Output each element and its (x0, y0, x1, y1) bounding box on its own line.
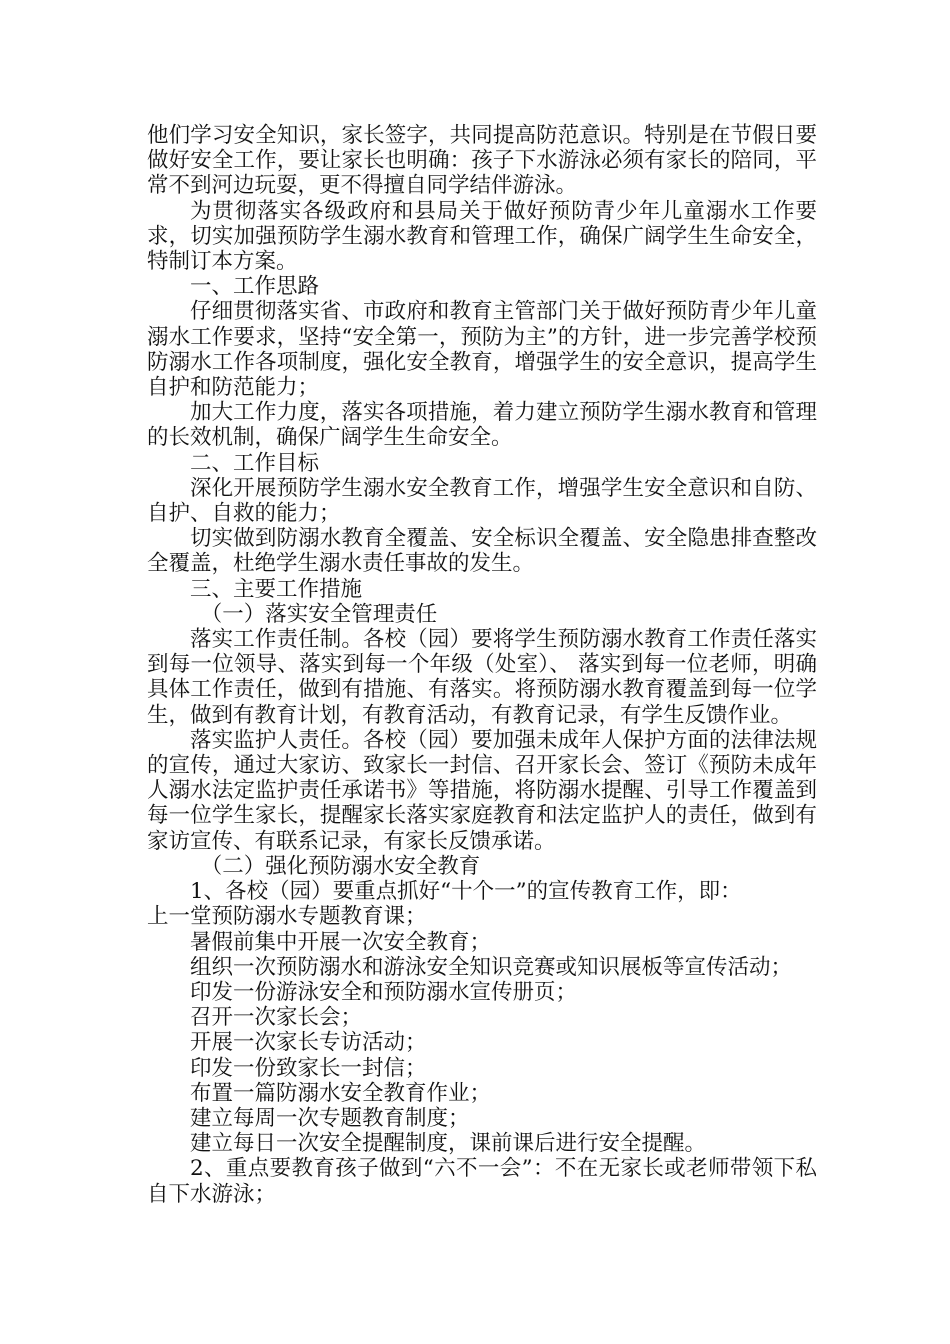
paragraph-continuation: 他们学习安全知识，家长签字，共同提高防范意识。特别是在节假日要做好安全工作，要让家长也明确：孩子下水游泳必须有家长的陪同，平常不到河边玩耍，更不得擅自同学结伴游泳。 (147, 123, 817, 199)
list-item-ten-ones-7: 印发一份致家长一封信； (190, 1055, 427, 1081)
paragraph-ten-ones-intro: 1、各校（园）要重点抓好“十个一”的宣传教育工作，即： (190, 879, 742, 905)
subsection-heading-responsibility: （一）落实安全管理责任 (200, 601, 438, 627)
list-item-ten-ones-5: 召开一次家长会； (190, 1005, 363, 1031)
list-item-ten-ones-8: 布置一篇防溺水安全教育作业； (190, 1080, 492, 1106)
paragraph-six-nos-one-must: 2、重点要教育孩子做到“六不一会”：不在无家长或老师带领下私自下水游泳； (147, 1156, 817, 1207)
list-item-ten-ones-4: 印发一份游泳安全和预防溺水宣传册页； (190, 979, 578, 1005)
list-item-ten-ones-3: 组织一次预防溺水和游泳安全知识竞赛或知识展板等宣传活动； (190, 954, 793, 980)
paragraph-purpose: 为贯彻落实各级政府和县局关于做好预防青少年儿童溺水工作要求，切实加强预防学生溺水教育和管理工作，确保广阔学生生命安全，特制订本方案。 (147, 198, 817, 275)
list-item-ten-ones-1: 上一堂预防溺水专题教育课； (147, 904, 427, 930)
paragraph-approach-1: 仔细贯彻落实省、市政府和教育主管部门关于做好预防青少年儿童溺水工作要求，坚持“安全第一，预防为主”的方针，进一步完善学校预防溺水工作各项制度，强化安全教育，增强学生的安全意识，提高学生自护和防范能力； (147, 299, 817, 401)
section-heading-work-goals: 二、工作目标 (190, 450, 320, 476)
paragraph-responsibility-1: 落实工作责任制。各校（园）要将学生预防溺水教育工作责任落实到每一位领导、落实到每一个年级（处室）、 落实到每一位老师，明确具体工作责任，做到有措施、有落实。将预防溺水教育覆盖到每一位学生，做到有教育计划，有教育活动，有教育记录，有学生反馈作业。 (147, 627, 817, 728)
paragraph-goals-2: 切实做到防溺水教育全覆盖、安全标识全覆盖、安全隐患排查整改全覆盖，杜绝学生溺水责任事故的发生。 (147, 526, 817, 577)
paragraph-approach-2: 加大工作力度，落实各项措施，着力建立预防学生溺水教育和管理的长效机制，确保广阔学生生命安全。 (147, 400, 817, 451)
paragraph-responsibility-2: 落实监护人责任。各校（园）要加强未成年人保护方面的法律法规的宣传，通过大家访、致家长一封信、召开家长会、签订《预防未成年人溺水法定监护责任承诺书》等措施，将防溺水提醒、引导工作覆盖到每一位学生家长，提醒家长落实家庭教育和法定监护人的责任，做到有家访宣传、有联系记录，有家长反馈承诺。 (147, 727, 817, 854)
list-item-ten-ones-10: 建立每日一次安全提醒制度，课前课后进行安全提醒。 (190, 1131, 707, 1157)
list-item-ten-ones-9: 建立每周一次专题教育制度； (190, 1105, 470, 1131)
paragraph-goals-1: 深化开展预防学生溺水安全教育工作，增强学生安全意识和自防、自护、自救的能力； (147, 475, 817, 527)
document-body (147, 123, 817, 1207)
list-item-ten-ones-2: 暑假前集中开展一次安全教育； (190, 929, 492, 955)
section-heading-work-approach: 一、工作思路 (190, 274, 320, 300)
section-heading-main-measures: 三、主要工作措施 (190, 576, 363, 602)
list-item-ten-ones-6: 开展一次家长专访活动； (190, 1030, 427, 1056)
subsection-heading-education: （二）强化预防溺水安全教育 (200, 853, 481, 879)
